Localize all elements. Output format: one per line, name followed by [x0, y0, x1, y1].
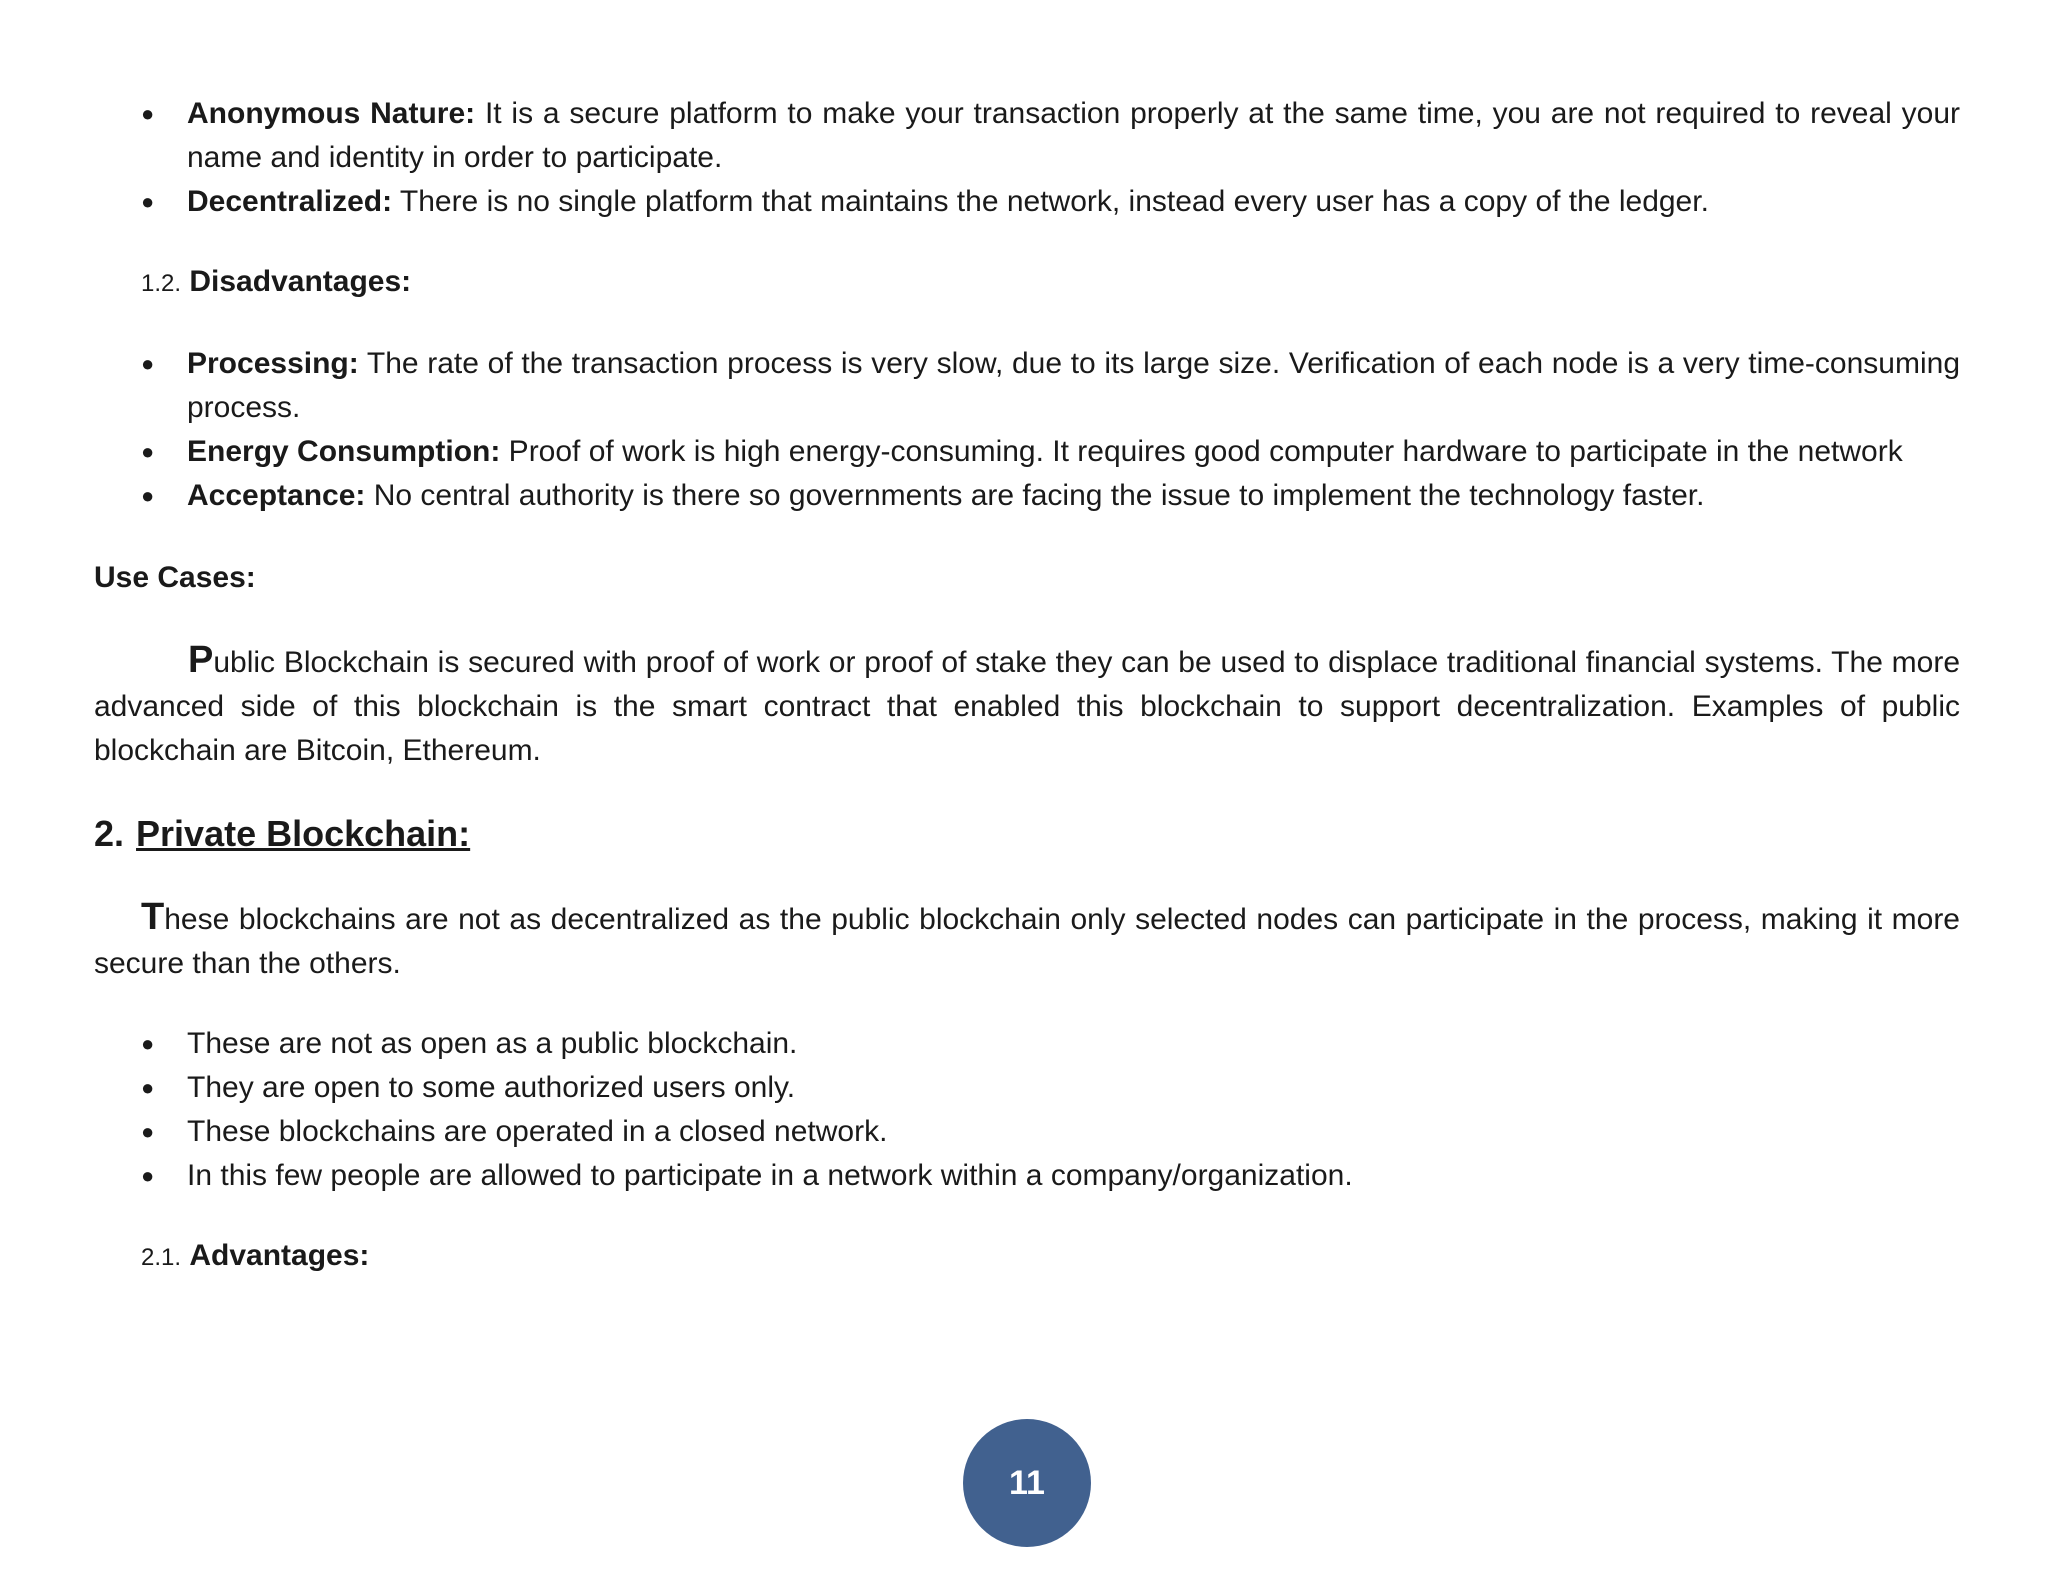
heading-title: Advantages:	[189, 1239, 370, 1272]
heading-number: 2.1.	[141, 1244, 182, 1271]
list-item	[94, 1110, 1960, 1154]
list-item-term: Processing:	[187, 347, 359, 380]
list-item-text: These blockchains are operated in a closed network.	[187, 1115, 888, 1148]
list-item	[94, 180, 1960, 224]
list-item-text: They are open to some authorized users only.	[187, 1071, 796, 1104]
disadvantages-list	[94, 342, 1960, 518]
section-title: Private Blockchain:	[136, 813, 471, 854]
bullet-icon: ●	[141, 1031, 155, 1056]
drop-cap: T	[141, 896, 165, 938]
paragraph-text: ublic Blockchain is secured with proof of work or proof of stake they can be used to displace traditional financial systems. The more advanced side of this blockchain is the smart contract that enabled this blockchain to support decentralization. Examples of public blockchain are Bitcoin, Ethereum.	[94, 646, 1960, 767]
list-item	[94, 342, 1960, 430]
private-features-list	[94, 1022, 1960, 1198]
disadvantages-heading	[94, 260, 1960, 306]
bullet-icon: ●	[141, 351, 155, 376]
list-item-term: Energy Consumption:	[187, 435, 501, 468]
use-cases-paragraph	[94, 638, 1960, 773]
list-item	[94, 1066, 1960, 1110]
page-content	[94, 92, 1960, 1280]
advantages-heading	[94, 1234, 1960, 1280]
list-item-text: In this few people are allowed to participate in a network within a company/organization.	[187, 1159, 1353, 1192]
private-intro-paragraph	[94, 895, 1960, 986]
list-item-text: No central authority is there so governments are facing the issue to implement the technology faster.	[365, 479, 1705, 512]
list-item	[94, 1154, 1960, 1198]
advantages-list	[94, 92, 1960, 224]
bullet-icon: ●	[141, 1163, 155, 1188]
section-heading	[94, 809, 1960, 859]
bullet-icon: ●	[141, 1119, 155, 1144]
page-number-badge: 11	[963, 1419, 1091, 1547]
list-item-text: These are not as open as a public blockchain.	[187, 1027, 798, 1060]
paragraph-text: hese blockchains are not as decentralized as the public blockchain only selected nodes can participate in the process, making it more secure than the others.	[94, 903, 1960, 980]
list-item	[94, 92, 1960, 180]
list-item-text: It is a secure platform to make your transaction properly at the same time, you are not required to reveal your name and identity in order to participate.	[187, 97, 1960, 174]
bullet-icon: ●	[141, 101, 155, 126]
drop-cap: P	[188, 639, 214, 681]
list-item-term: Acceptance:	[187, 479, 366, 512]
heading-title: Disadvantages:	[189, 265, 412, 298]
list-item-text: Proof of work is high energy-consuming. It requires good computer hardware to participate in the network	[500, 435, 1903, 468]
heading-number: 1.2.	[141, 270, 182, 297]
bullet-icon: ●	[141, 189, 155, 214]
list-item	[94, 1022, 1960, 1066]
list-item-term: Decentralized:	[187, 185, 393, 218]
section-number: 2.	[94, 813, 125, 854]
use-cases-label: Use Cases:	[94, 561, 256, 594]
list-item	[94, 474, 1960, 518]
list-item	[94, 430, 1960, 474]
list-item-term: Anonymous Nature:	[187, 97, 476, 130]
list-item-text: The rate of the transaction process is very slow, due to its large size. Verification of each node is a very time-consuming process.	[187, 347, 1960, 424]
bullet-icon: ●	[141, 483, 155, 508]
list-item-text: There is no single platform that maintains the network, instead every user has a copy of the ledger.	[392, 185, 1709, 218]
bullet-icon: ●	[141, 439, 155, 464]
bullet-icon: ●	[141, 1075, 155, 1100]
